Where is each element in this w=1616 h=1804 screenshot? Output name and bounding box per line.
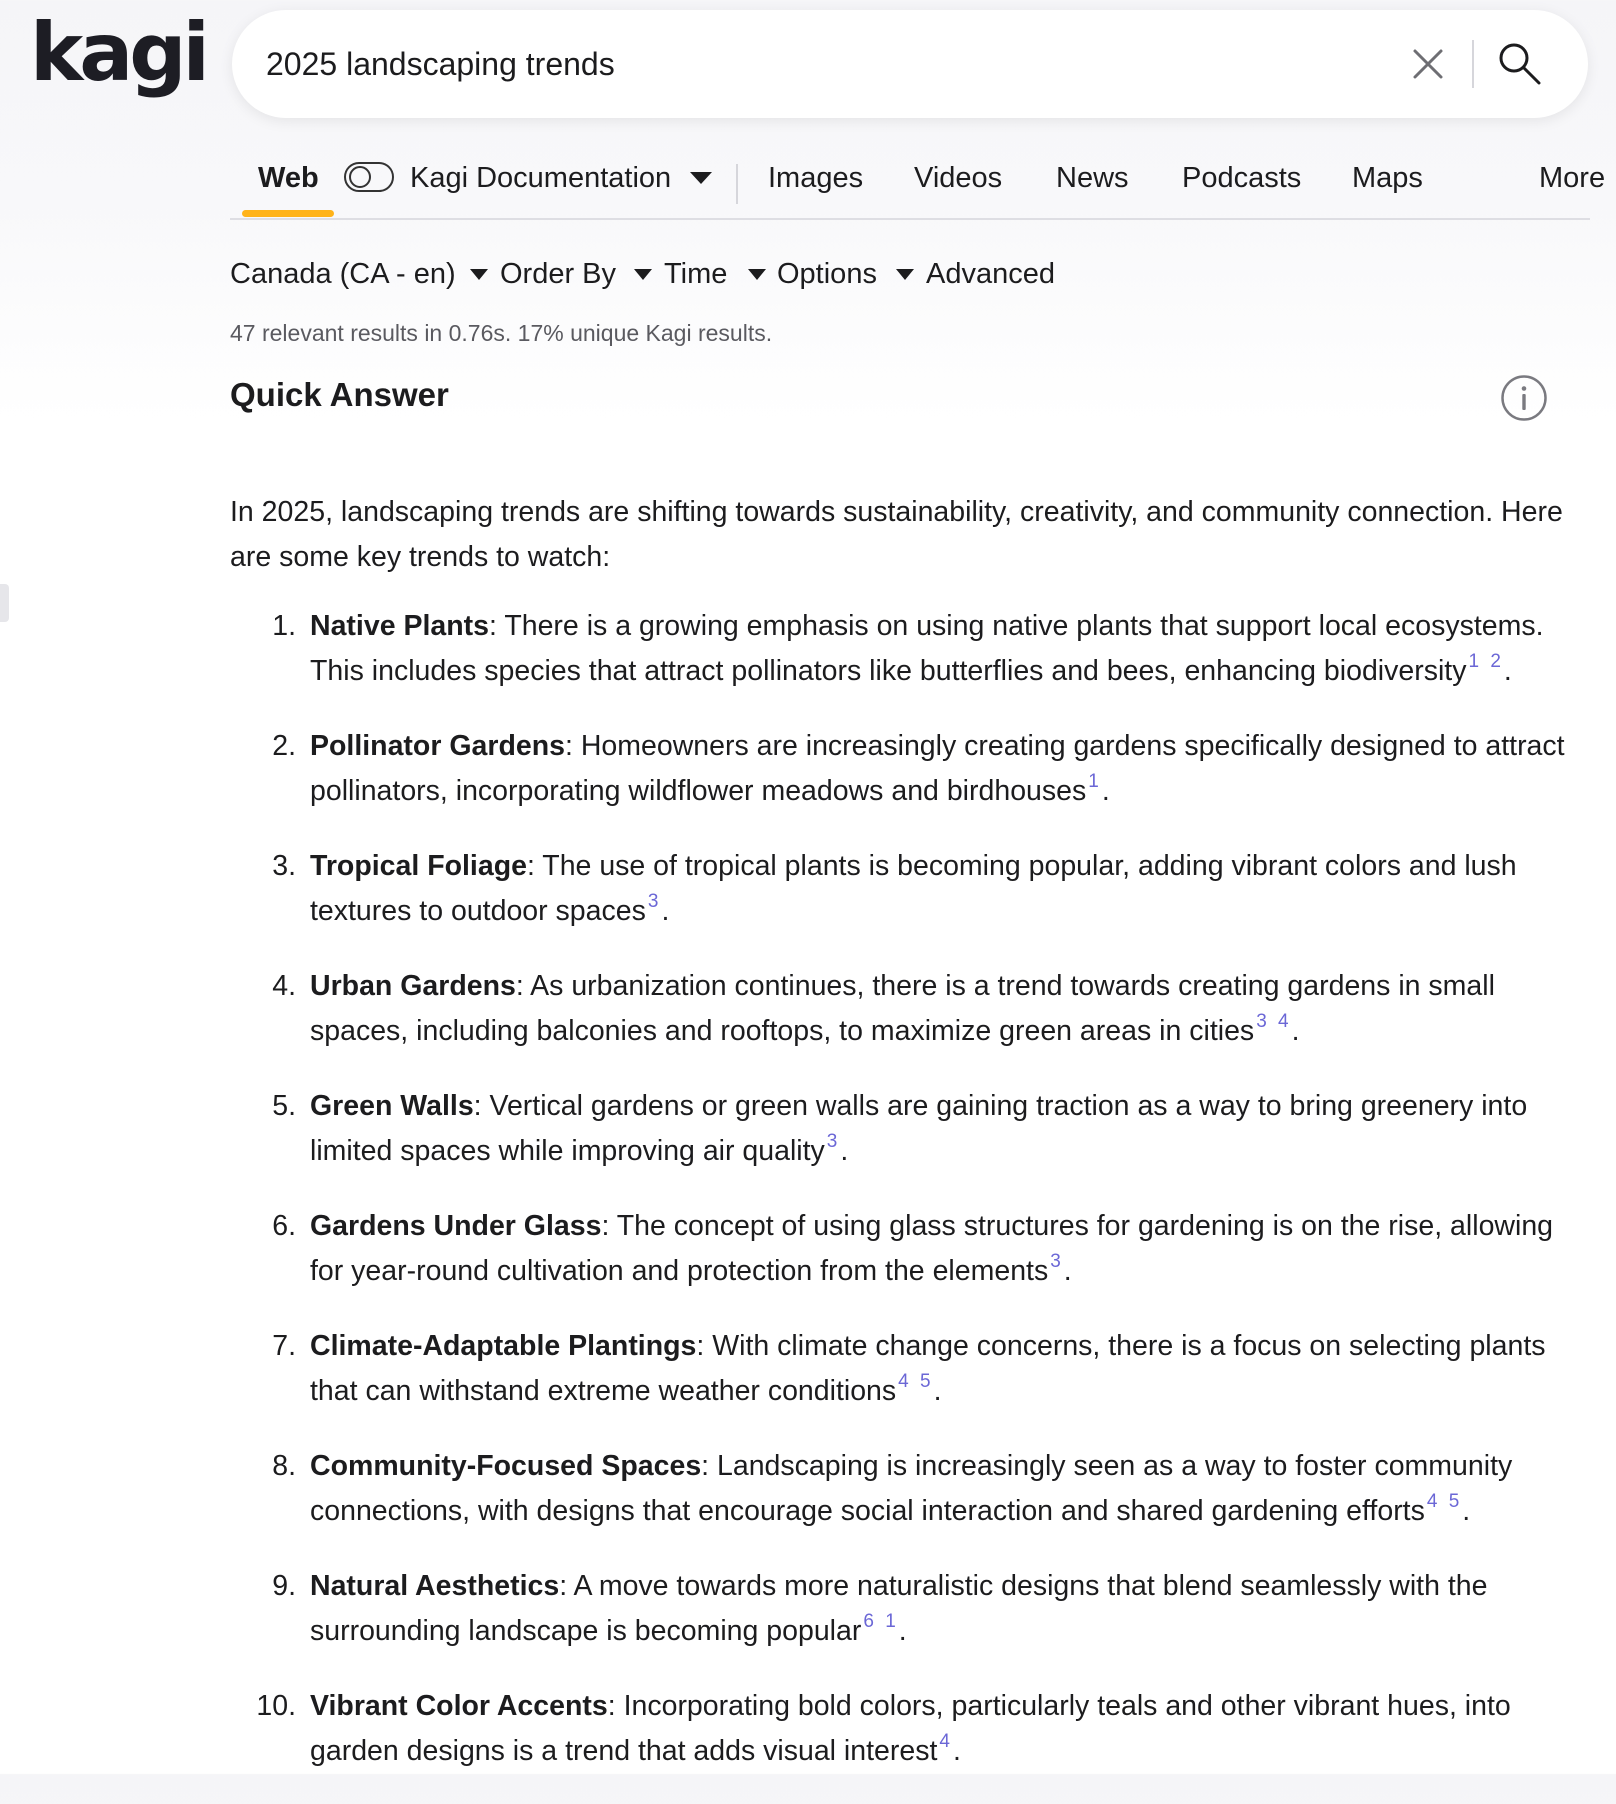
list-number: 8. xyxy=(272,1450,296,1482)
list-number: 9. xyxy=(272,1570,296,1602)
search-input[interactable] xyxy=(264,38,1368,90)
lens-toggle[interactable] xyxy=(344,162,394,192)
search-divider xyxy=(1472,40,1474,88)
time-filter[interactable]: Time xyxy=(664,258,728,290)
citation-link[interactable]: 3 xyxy=(647,891,662,912)
citation-link[interactable]: 1 2 xyxy=(1468,651,1504,672)
trend-term: Community-Focused Spaces xyxy=(310,1450,702,1482)
tab-web[interactable]: Web xyxy=(258,162,319,194)
list-item xyxy=(230,1204,1570,1297)
terminator: . xyxy=(1063,1255,1072,1287)
trend-text: : With climate change concerns, there is a focus on selecting plants that can withstand extreme weather conditions xyxy=(310,1330,1546,1407)
trend-term: Natural Aesthetics xyxy=(310,1570,560,1602)
close-icon[interactable] xyxy=(1410,46,1446,82)
list-number: 5. xyxy=(272,1090,296,1122)
trend-list xyxy=(230,604,1570,1804)
terminator: . xyxy=(1291,1015,1300,1047)
trend-text: : As urbanization continues, there is a trend towards creating gardens in small spaces, including balconies and rooftops, to maximize green areas in cities xyxy=(310,970,1495,1047)
citation-link[interactable]: 3 xyxy=(826,1131,841,1152)
tab-lens-kagi-documentation[interactable]: Kagi Documentation xyxy=(410,162,672,194)
tab-maps[interactable]: Maps xyxy=(1352,162,1423,194)
list-item xyxy=(230,724,1570,817)
list-item xyxy=(230,1684,1570,1777)
list-number: 2. xyxy=(272,730,296,762)
tab-more[interactable]: More xyxy=(1539,162,1606,194)
search-icon[interactable] xyxy=(1496,40,1544,88)
results-stats: 47 relevant results in 0.76s. 17% unique Kagi results. xyxy=(230,320,773,346)
info-icon[interactable] xyxy=(1500,374,1548,422)
trend-term: Tropical Foliage xyxy=(310,850,527,882)
active-tab-indicator xyxy=(242,210,334,217)
tab-news[interactable]: News xyxy=(1056,162,1129,194)
trend-text: : Incorporating bold colors, particularly teals and other vibrant hues, into garden designs is a trend that adds visual interest xyxy=(310,1690,1511,1767)
trend-term: Urban Gardens xyxy=(310,970,516,1002)
citation-link[interactable]: 1 xyxy=(1088,771,1102,792)
citation-link[interactable]: 6 1 xyxy=(863,1611,899,1632)
terminator: . xyxy=(661,895,670,927)
order-by-filter[interactable]: Order By xyxy=(500,258,617,290)
trend-text: : There is a growing emphasis on using native plants that support local ecosystems. This includes species that attract pollinators like butterflies and bees, enhancing biodiversity xyxy=(310,610,1544,687)
trend-term: Gardens Under Glass xyxy=(310,1210,602,1242)
list-number: 7. xyxy=(272,1330,296,1362)
citation-link[interactable]: 4 5 xyxy=(898,1371,934,1392)
chevron-down-icon[interactable] xyxy=(748,269,766,280)
search-filters xyxy=(230,258,1430,298)
search-bar xyxy=(232,10,1588,118)
terminator: . xyxy=(1462,1495,1471,1527)
options-filter[interactable]: Options xyxy=(777,258,877,290)
list-number: 10. xyxy=(256,1690,296,1722)
tab-videos[interactable]: Videos xyxy=(914,162,1003,194)
trend-text: : Vertical gardens or green walls are gaining traction as a way to bring greenery into limited spaces while improving air quality xyxy=(310,1090,1528,1167)
citation-link[interactable]: 3 4 xyxy=(1256,1011,1292,1032)
list-number: 6. xyxy=(272,1210,296,1242)
sidebar-handle[interactable] xyxy=(0,584,9,622)
trend-term: Vibrant Color Accents xyxy=(310,1690,608,1722)
terminator: . xyxy=(898,1615,907,1647)
trend-text: : A move towards more naturalistic designs that blend seamlessly with the surrounding landscape is becoming popular xyxy=(310,1570,1488,1647)
tab-podcasts[interactable]: Podcasts xyxy=(1182,162,1302,194)
terminator: . xyxy=(1503,655,1512,687)
tabs-divider xyxy=(736,164,738,204)
advanced-filter[interactable]: Advanced xyxy=(926,258,1055,290)
trend-term: Native Plants xyxy=(310,610,489,642)
trend-text: : Homeowners are increasingly creating gardens specifically designed to attract pollinators, incorporating wildflower meadows and birdhouses xyxy=(310,730,1565,807)
search-tabs xyxy=(230,146,1606,220)
list-item xyxy=(230,1084,1570,1177)
list-number: 3. xyxy=(272,850,296,882)
trend-term: Pollinator Gardens xyxy=(310,730,565,762)
list-item xyxy=(230,964,1570,1057)
list-item xyxy=(230,604,1570,697)
list-number: 1. xyxy=(272,610,296,642)
terminator: . xyxy=(952,1735,961,1767)
toggle-knob xyxy=(349,166,371,188)
trend-term: Green Walls xyxy=(310,1090,474,1122)
trend-text: : The concept of using glass structures for gardening is on the rise, allowing for year-round cultivation and protection from the elements xyxy=(310,1210,1554,1287)
region-filter[interactable]: Canada (CA - en) xyxy=(230,258,456,290)
trend-term: Climate-Adaptable Plantings xyxy=(310,1330,697,1362)
list-item xyxy=(230,1564,1570,1657)
citation-link[interactable]: 4 xyxy=(939,1731,953,1752)
trend-text: : Landscaping is increasingly seen as a way to foster community connections, with designs that encourage social interaction and shared gardening efforts xyxy=(310,1450,1513,1527)
terminator: . xyxy=(1101,775,1110,807)
quick-answer-intro: In 2025, landscaping trends are shifting towards sustainability, creativity, and community connection. Here are some key trends to watch: xyxy=(230,496,1563,573)
list-item xyxy=(230,844,1570,937)
kagi-logo[interactable]: kagi xyxy=(30,6,206,99)
quick-answer-title: Quick Answer xyxy=(230,376,449,413)
list-number: 4. xyxy=(272,970,296,1002)
terminator: . xyxy=(933,1375,942,1407)
chevron-down-icon[interactable] xyxy=(896,269,914,280)
chevron-down-icon[interactable] xyxy=(690,172,712,184)
terminator: . xyxy=(840,1135,849,1167)
tab-images[interactable]: Images xyxy=(768,162,864,194)
chevron-down-icon[interactable] xyxy=(470,269,488,280)
chevron-down-icon[interactable] xyxy=(634,269,652,280)
citation-link[interactable]: 4 5 xyxy=(1426,1491,1463,1512)
list-item xyxy=(230,1324,1570,1417)
trend-text: : The use of tropical plants is becoming popular, adding vibrant colors and lush textures to outdoor spaces xyxy=(310,850,1517,927)
citation-link[interactable]: 3 xyxy=(1050,1251,1064,1272)
list-item xyxy=(230,1444,1570,1537)
